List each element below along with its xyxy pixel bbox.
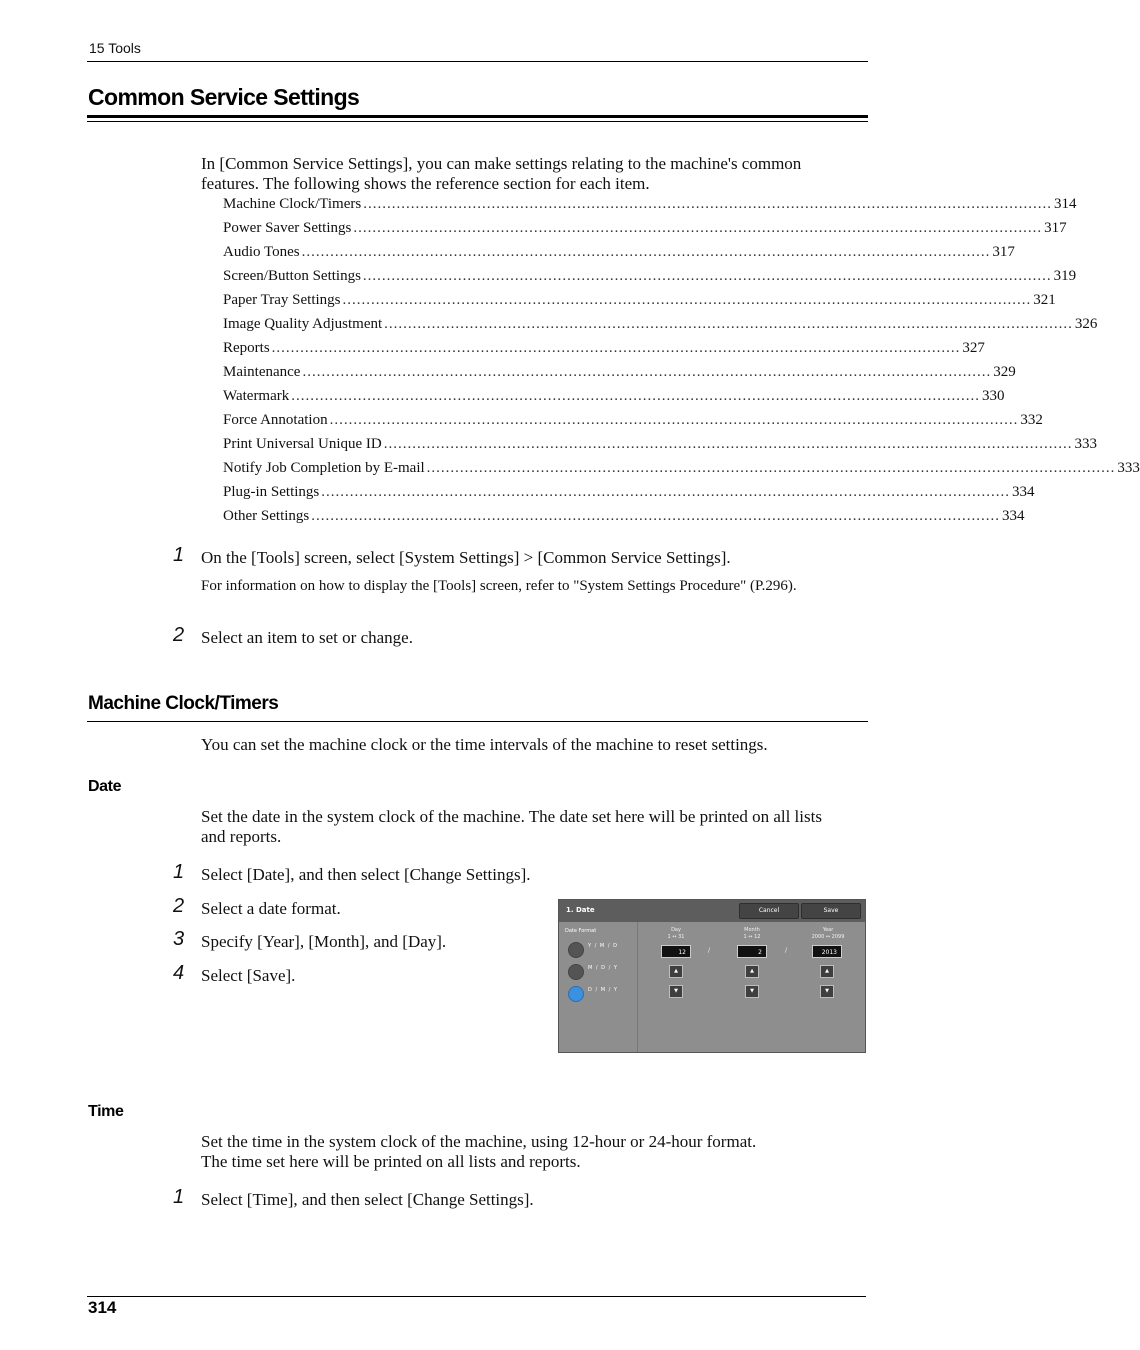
section-heading-clock: Machine Clock/Timers [88, 693, 279, 714]
toc-item[interactable]: Screen/Button Settings ................................................................................................................................................. 319 [223, 268, 1077, 284]
step-note: For information on how to display the [Tools] screen, refer to "System Settings Procedure" (P.296). [201, 578, 797, 594]
toc-label: Paper Tray Settings [223, 292, 341, 308]
step-text: Select an item to set or change. [201, 628, 413, 647]
toc-page: 332 [1020, 412, 1043, 428]
toc-label: Image Quality Adjustment [223, 316, 383, 332]
toc-item[interactable]: Machine Clock/Timers ................................................................................................................................................. 314 [223, 196, 1077, 212]
toc-item[interactable]: Plug-in Settings ................................................................................................................................................. 334 [223, 484, 1035, 500]
title-rule-thin [87, 121, 868, 122]
toc-item[interactable]: Audio Tones ................................................................................................................................................. 317 [223, 244, 1015, 260]
toc-label: Watermark [223, 388, 290, 404]
toc-label: Power Saver Settings [223, 220, 352, 236]
intro-paragraph [201, 154, 866, 194]
day-header [656, 927, 696, 941]
month-range: 1 ↔ 12 [743, 934, 761, 940]
step-text: Select a date format. [201, 899, 341, 918]
step-number: 1 [173, 1186, 185, 1208]
toc-item[interactable]: Notify Job Completion by E-mail ................................................................................................................................................. 333 [223, 460, 1140, 476]
intro-line-2: features. The following shows the reference section for each item. [201, 174, 650, 193]
format-label-dmy: D / M / Y [588, 987, 618, 993]
step-number: 1 [173, 544, 185, 566]
year-down-button[interactable]: ▼ [820, 985, 834, 998]
toc-label: Maintenance [223, 364, 301, 380]
toc-item[interactable]: Watermark ................................................................................................................................................. 330 [223, 388, 1005, 404]
month-label: Month [744, 927, 760, 933]
year-up-button[interactable]: ▲ [820, 965, 834, 978]
format-radio-ymd[interactable] [568, 942, 584, 958]
month-field[interactable]: 2 [737, 945, 767, 958]
day-range: 1 ↔ 31 [667, 934, 685, 940]
date-desc-line-2: and reports. [201, 827, 282, 846]
month-up-button[interactable]: ▲ [745, 965, 759, 978]
toc-label: Plug-in Settings [223, 484, 320, 500]
toc-item[interactable]: Image Quality Adjustment ................................................................................................................................................. 326 [223, 316, 1098, 332]
cancel-button[interactable]: Cancel [739, 903, 799, 919]
day-field[interactable]: 12 [661, 945, 691, 958]
toc-page: 327 [962, 340, 985, 356]
toc-label: Other Settings [223, 508, 310, 524]
toc-label: Screen/Button Settings [223, 268, 361, 284]
time-desc-line-1: Set the time in the system clock of the machine, using 12-hour or 24-hour format. [201, 1132, 757, 1151]
dialog-title-bar [559, 900, 865, 922]
day-up-button[interactable]: ▲ [669, 965, 683, 978]
toc-item[interactable]: Paper Tray Settings ................................................................................................................................................. 321 [223, 292, 1056, 308]
day-label: Day [671, 927, 681, 933]
header-rule [87, 61, 868, 62]
toc-page: 329 [993, 364, 1016, 380]
toc-label: Print Universal Unique ID [223, 436, 382, 452]
section-heading-date: Date [88, 778, 122, 795]
toc-item[interactable]: Power Saver Settings ................................................................................................................................................. 317 [223, 220, 1067, 236]
toc-item[interactable]: Maintenance ................................................................................................................................................. 329 [223, 364, 1016, 380]
step-text: Specify [Year], [Month], and [Day]. [201, 932, 447, 951]
page-number: 314 [88, 1298, 117, 1317]
toc-label: Machine Clock/Timers [223, 196, 362, 212]
time-description [201, 1132, 866, 1172]
month-header [732, 927, 772, 941]
month-down-button[interactable]: ▼ [745, 985, 759, 998]
step-text: Select [Save]. [201, 966, 296, 985]
chapter-header: 15 Tools [89, 40, 141, 56]
year-field[interactable]: 2013 [812, 945, 842, 958]
reference-list [223, 196, 1140, 532]
year-label: Year [822, 927, 834, 933]
toc-item[interactable]: Reports ................................................................................................................................................. 327 [223, 340, 985, 356]
toc-page: 321 [1033, 292, 1056, 308]
date-format-label: Date Format [565, 928, 597, 934]
toc-item[interactable]: Print Universal Unique ID ................................................................................................................................................. 333 [223, 436, 1097, 452]
toc-label: Notify Job Completion by E-mail [223, 460, 425, 476]
format-label-mdy: M / D / Y [588, 965, 618, 971]
date-description [201, 807, 866, 847]
step-number: 4 [173, 962, 185, 984]
toc-page: 314 [1053, 196, 1077, 212]
toc-page: 326 [1074, 316, 1098, 332]
date-settings-screenshot [558, 899, 866, 1053]
save-button[interactable]: Save [801, 903, 861, 919]
title-rule-thick [87, 115, 868, 118]
format-label-ymd: Y / M / D [588, 943, 618, 949]
section-heading-time: Time [88, 1103, 124, 1120]
section-rule [87, 721, 868, 722]
step-number: 3 [173, 928, 185, 950]
year-header [808, 927, 848, 941]
clock-description: You can set the machine clock or the time intervals of the machine to reset settings. [201, 735, 768, 754]
step-number: 2 [173, 624, 185, 646]
toc-label: Force Annotation [223, 412, 328, 428]
day-down-button[interactable]: ▼ [669, 985, 683, 998]
toc-item[interactable]: Other Settings ................................................................................................................................................. 334 [223, 508, 1025, 524]
year-range: 2000 ↔ 2099 [811, 934, 845, 940]
step-text: Select [Time], and then select [Change Settings]. [201, 1190, 534, 1209]
date-desc-line-1: Set the date in the system clock of the machine. The date set here will be printed on all lists [201, 807, 822, 826]
footer-rule [87, 1296, 866, 1297]
toc-page: 330 [982, 388, 1005, 404]
intro-line-1: In [Common Service Settings], you can make settings relating to the machine's common [201, 154, 802, 173]
page-title: Common Service Settings [88, 84, 360, 110]
toc-page: 334 [1012, 484, 1035, 500]
toc-item[interactable]: Force Annotation ................................................................................................................................................. 332 [223, 412, 1043, 428]
date-separator: / [785, 947, 788, 954]
step-number: 2 [173, 895, 185, 917]
step-text: On the [Tools] screen, select [System Settings] > [Common Service Settings]. [201, 548, 731, 567]
toc-page: 333 [1117, 460, 1140, 476]
toc-page: 333 [1074, 436, 1097, 452]
toc-label: Audio Tones [223, 244, 300, 260]
format-radio-dmy[interactable] [568, 986, 584, 1002]
step-number: 1 [173, 861, 185, 883]
dialog-title: 1. Date [566, 906, 595, 914]
toc-page: 319 [1053, 268, 1077, 284]
toc-label: Reports [223, 340, 270, 356]
format-radio-mdy[interactable] [568, 964, 584, 980]
date-separator: / [708, 947, 711, 954]
step-text: Select [Date], and then select [Change Settings]. [201, 865, 531, 884]
toc-page: 317 [1044, 220, 1067, 236]
toc-page: 317 [992, 244, 1015, 260]
toc-page: 334 [1002, 508, 1025, 524]
time-desc-line-2: The time set here will be printed on all lists and reports. [201, 1152, 581, 1171]
